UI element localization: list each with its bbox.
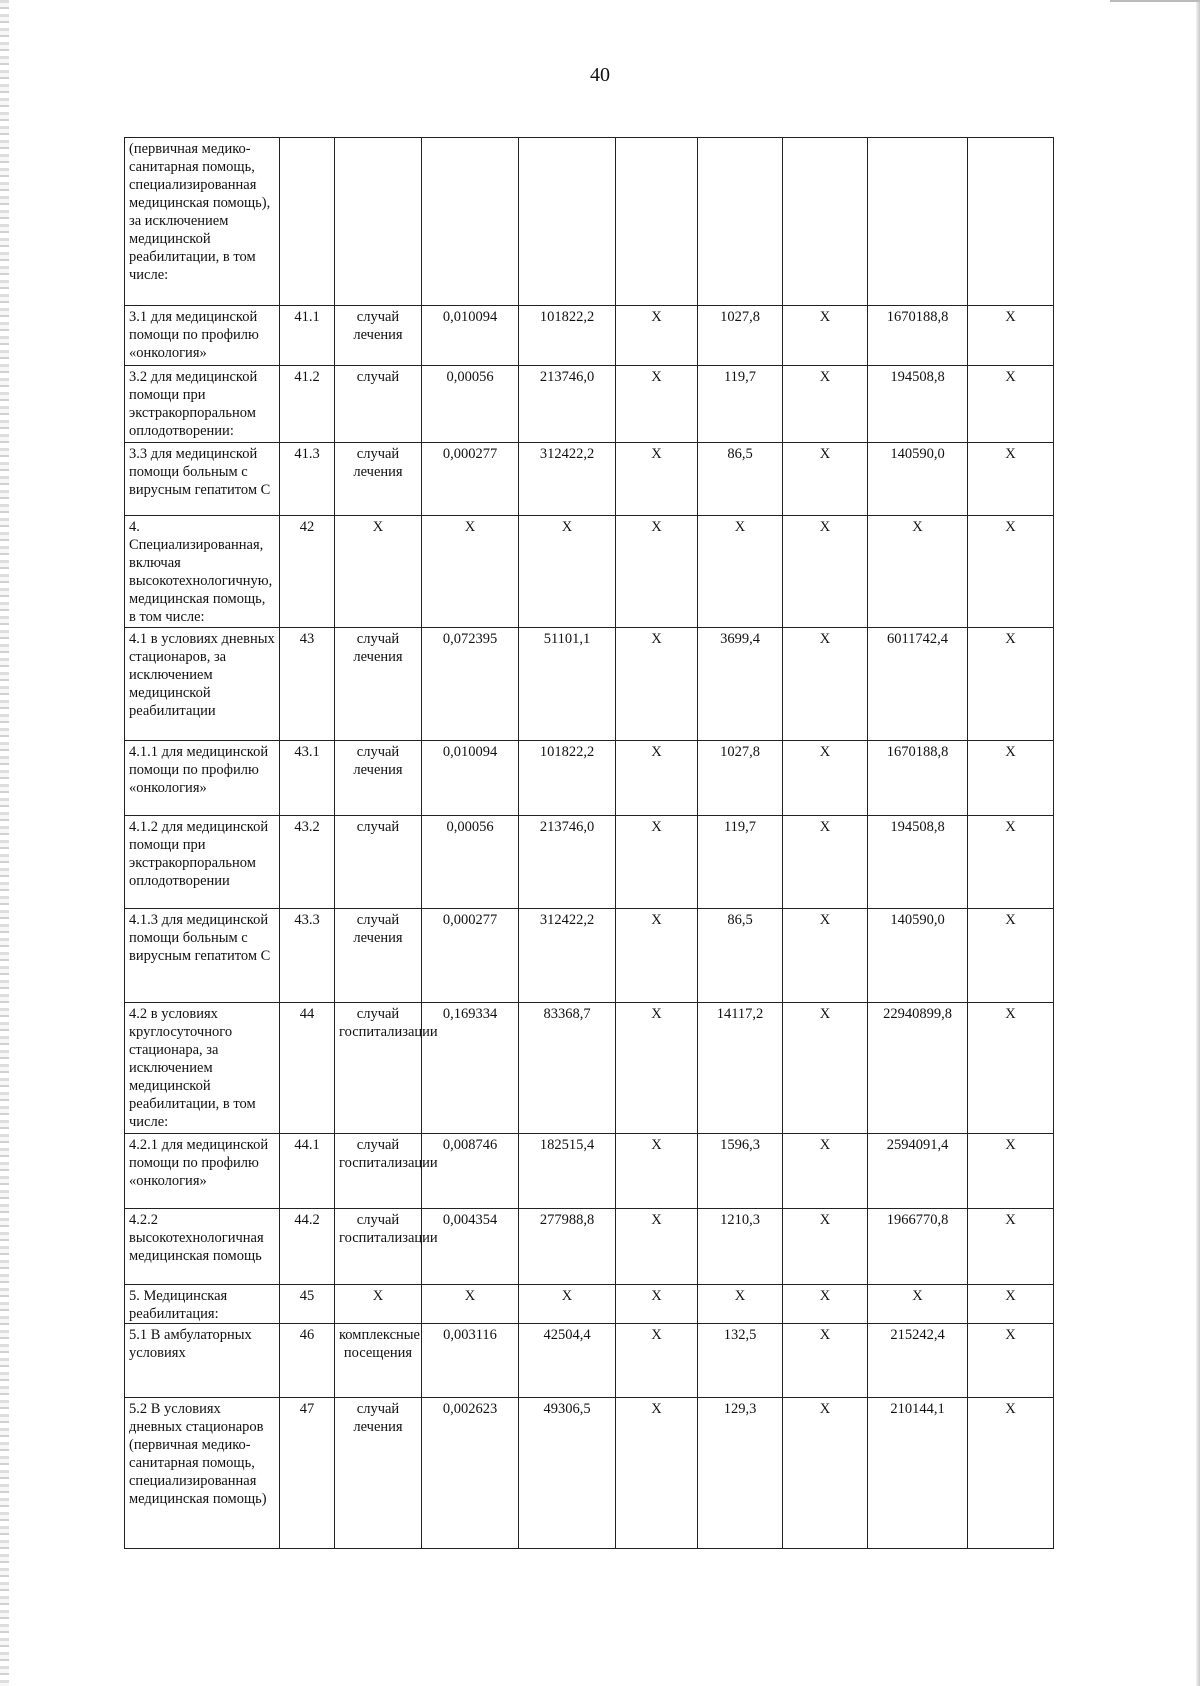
row-name-cell: 4.2.1 для медицинской помощи по профилю «онкология»: [125, 1134, 280, 1209]
row-col8-cell: X: [783, 1324, 868, 1398]
row-col9-cell: 2594091,4: [868, 1134, 968, 1209]
row-norm-cell: 0,00056: [422, 366, 519, 443]
row-col8-cell: X: [783, 1134, 868, 1209]
table-row: [125, 138, 1054, 306]
row-col9-cell: 194508,8: [868, 816, 968, 909]
row-name-cell: 4.2.2 высокотехнологичная медицинская помощь: [125, 1209, 280, 1285]
row-norm-cell: [422, 138, 519, 306]
row-col6-cell: X: [616, 909, 698, 1003]
row-col10-cell: X: [968, 1324, 1054, 1398]
row-col10-cell: X: [968, 516, 1054, 628]
scan-left-edge: [0, 0, 9, 1686]
row-col9-cell: 140590,0: [868, 909, 968, 1003]
row-col8-cell: X: [783, 909, 868, 1003]
row-unit-cell: случай лечения: [335, 628, 422, 741]
row-col10-cell: X: [968, 816, 1054, 909]
row-col9-cell: 215242,4: [868, 1324, 968, 1398]
row-col9-cell: 6011742,4: [868, 628, 968, 741]
row-col6-cell: X: [616, 628, 698, 741]
row-col10-cell: X: [968, 741, 1054, 816]
row-code-cell: 45: [280, 1285, 335, 1324]
row-col10-cell: X: [968, 628, 1054, 741]
row-name-cell: 4.2 в условиях круглосуточного стационара, за исключением медицинской реабилитации, в том числе:: [125, 1003, 280, 1134]
row-col6-cell: X: [616, 1324, 698, 1398]
row-unit-cell: комплексные посещения: [335, 1324, 422, 1398]
row-col7-cell: X: [698, 516, 783, 628]
row-norm-cell: 0,004354: [422, 1209, 519, 1285]
row-name-cell: 5. Медицинская реабилитация:: [125, 1285, 280, 1324]
row-cost-cell: 51101,1: [519, 628, 616, 741]
row-cost-cell: 49306,5: [519, 1398, 616, 1549]
row-col9-cell: 1670188,8: [868, 306, 968, 366]
row-col6-cell: X: [616, 1134, 698, 1209]
row-col7-cell: 1027,8: [698, 741, 783, 816]
row-name-cell: 3.2 для медицинской помощи при экстракорпоральном оплодотворении:: [125, 366, 280, 443]
row-code-cell: 41.1: [280, 306, 335, 366]
row-norm-cell: 0,00056: [422, 816, 519, 909]
row-unit-cell: случай госпитализации: [335, 1134, 422, 1209]
medical-care-table: [124, 137, 1054, 1549]
row-col8-cell: X: [783, 1003, 868, 1134]
row-col8-cell: X: [783, 366, 868, 443]
row-code-cell: [280, 138, 335, 306]
row-col10-cell: X: [968, 1209, 1054, 1285]
row-name-cell: 3.1 для медицинской помощи по профилю «онкология»: [125, 306, 280, 366]
row-col8-cell: X: [783, 306, 868, 366]
table-row: [125, 306, 1054, 366]
row-col8-cell: X: [783, 443, 868, 516]
row-col10-cell: [968, 138, 1054, 306]
row-col7-cell: 86,5: [698, 909, 783, 1003]
row-code-cell: 43.3: [280, 909, 335, 1003]
row-unit-cell: X: [335, 516, 422, 628]
table-row: [125, 1003, 1054, 1134]
row-norm-cell: X: [422, 1285, 519, 1324]
row-norm-cell: 0,008746: [422, 1134, 519, 1209]
row-col7-cell: 3699,4: [698, 628, 783, 741]
row-col9-cell: X: [868, 516, 968, 628]
row-norm-cell: 0,000277: [422, 909, 519, 1003]
row-cost-cell: 277988,8: [519, 1209, 616, 1285]
row-unit-cell: случай лечения: [335, 443, 422, 516]
row-col7-cell: 1027,8: [698, 306, 783, 366]
table-row: [125, 628, 1054, 741]
row-cost-cell: 101822,2: [519, 741, 616, 816]
row-name-cell: (первичная медико-санитарная помощь, специализированная медицинская помощь), за исключением медицинской реабилитации, в том числе:: [125, 138, 280, 306]
table-row: [125, 1285, 1054, 1324]
row-col6-cell: X: [616, 741, 698, 816]
row-col6-cell: X: [616, 443, 698, 516]
row-col6-cell: X: [616, 816, 698, 909]
row-col10-cell: X: [968, 1398, 1054, 1549]
row-col9-cell: 194508,8: [868, 366, 968, 443]
row-col8-cell: X: [783, 1209, 868, 1285]
row-col7-cell: 119,7: [698, 816, 783, 909]
row-col6-cell: X: [616, 1003, 698, 1134]
row-norm-cell: 0,003116: [422, 1324, 519, 1398]
row-unit-cell: случай лечения: [335, 1398, 422, 1549]
row-norm-cell: 0,002623: [422, 1398, 519, 1549]
row-col7-cell: [698, 138, 783, 306]
row-col8-cell: X: [783, 816, 868, 909]
row-name-cell: 4. Специализированная, включая высокотехнологичную, медицинская помощь, в том числе:: [125, 516, 280, 628]
row-col7-cell: 132,5: [698, 1324, 783, 1398]
row-col6-cell: X: [616, 306, 698, 366]
row-name-cell: 4.1.3 для медицинской помощи больным с вирусным гепатитом С: [125, 909, 280, 1003]
row-cost-cell: 312422,2: [519, 909, 616, 1003]
row-name-cell: 5.1 В амбулаторных условиях: [125, 1324, 280, 1398]
row-col10-cell: X: [968, 909, 1054, 1003]
row-col9-cell: X: [868, 1285, 968, 1324]
row-name-cell: 4.1 в условиях дневных стационаров, за исключением медицинской реабилитации: [125, 628, 280, 741]
row-unit-cell: случай лечения: [335, 741, 422, 816]
row-col10-cell: X: [968, 1285, 1054, 1324]
row-col10-cell: X: [968, 366, 1054, 443]
row-col9-cell: 1670188,8: [868, 741, 968, 816]
row-col10-cell: X: [968, 306, 1054, 366]
row-col7-cell: X: [698, 1285, 783, 1324]
row-unit-cell: X: [335, 1285, 422, 1324]
page-number: 40: [590, 64, 610, 86]
row-cost-cell: 83368,7: [519, 1003, 616, 1134]
row-code-cell: 44.2: [280, 1209, 335, 1285]
row-col6-cell: X: [616, 366, 698, 443]
row-col9-cell: 1966770,8: [868, 1209, 968, 1285]
row-name-cell: 4.1.1 для медицинской помощи по профилю «онкология»: [125, 741, 280, 816]
table-row: [125, 443, 1054, 516]
scan-right-edge: [1196, 0, 1200, 1686]
row-name-cell: 3.3 для медицинской помощи больным с вирусным гепатитом С: [125, 443, 280, 516]
row-norm-cell: 0,169334: [422, 1003, 519, 1134]
row-col6-cell: X: [616, 1209, 698, 1285]
scan-top-rule: [1110, 0, 1200, 2]
row-cost-cell: 42504,4: [519, 1324, 616, 1398]
row-code-cell: 43: [280, 628, 335, 741]
row-col10-cell: X: [968, 443, 1054, 516]
table-row: [125, 366, 1054, 443]
row-col8-cell: X: [783, 516, 868, 628]
row-norm-cell: 0,010094: [422, 741, 519, 816]
row-code-cell: 42: [280, 516, 335, 628]
row-unit-cell: случай: [335, 816, 422, 909]
row-col9-cell: 22940899,8: [868, 1003, 968, 1134]
row-col7-cell: 1210,3: [698, 1209, 783, 1285]
row-code-cell: 41.3: [280, 443, 335, 516]
row-col6-cell: X: [616, 516, 698, 628]
row-cost-cell: 213746,0: [519, 816, 616, 909]
table-row: [125, 816, 1054, 909]
row-cost-cell: 312422,2: [519, 443, 616, 516]
row-norm-cell: 0,000277: [422, 443, 519, 516]
row-col8-cell: X: [783, 741, 868, 816]
row-norm-cell: 0,072395: [422, 628, 519, 741]
row-col6-cell: [616, 138, 698, 306]
row-cost-cell: 213746,0: [519, 366, 616, 443]
row-code-cell: 43.1: [280, 741, 335, 816]
table-row: [125, 1209, 1054, 1285]
table-body: [125, 138, 1054, 1549]
row-unit-cell: случай лечения: [335, 306, 422, 366]
row-name-cell: 4.1.2 для медицинской помощи при экстракорпоральном оплодотворении: [125, 816, 280, 909]
row-code-cell: 44: [280, 1003, 335, 1134]
row-cost-cell: [519, 138, 616, 306]
row-col7-cell: 1596,3: [698, 1134, 783, 1209]
row-norm-cell: 0,010094: [422, 306, 519, 366]
row-cost-cell: X: [519, 1285, 616, 1324]
row-unit-cell: случай лечения: [335, 909, 422, 1003]
row-col8-cell: X: [783, 1398, 868, 1549]
row-cost-cell: X: [519, 516, 616, 628]
row-col9-cell: [868, 138, 968, 306]
row-col6-cell: X: [616, 1398, 698, 1549]
row-unit-cell: случай госпитализации: [335, 1209, 422, 1285]
row-col8-cell: X: [783, 628, 868, 741]
row-col7-cell: 14117,2: [698, 1003, 783, 1134]
row-norm-cell: X: [422, 516, 519, 628]
row-col7-cell: 129,3: [698, 1398, 783, 1549]
row-cost-cell: 101822,2: [519, 306, 616, 366]
row-unit-cell: [335, 138, 422, 306]
row-name-cell: 5.2 В условиях дневных стационаров (первичная медико-санитарная помощь, специализированная медицинская помощь): [125, 1398, 280, 1549]
row-code-cell: 46: [280, 1324, 335, 1398]
row-unit-cell: случай госпитализации: [335, 1003, 422, 1134]
row-col7-cell: 119,7: [698, 366, 783, 443]
row-col10-cell: X: [968, 1003, 1054, 1134]
table-row: [125, 1398, 1054, 1549]
row-col7-cell: 86,5: [698, 443, 783, 516]
row-col10-cell: X: [968, 1134, 1054, 1209]
row-code-cell: 41.2: [280, 366, 335, 443]
row-cost-cell: 182515,4: [519, 1134, 616, 1209]
table-row: [125, 1324, 1054, 1398]
row-code-cell: 43.2: [280, 816, 335, 909]
row-col6-cell: X: [616, 1285, 698, 1324]
row-col8-cell: X: [783, 1285, 868, 1324]
row-code-cell: 44.1: [280, 1134, 335, 1209]
row-col9-cell: 140590,0: [868, 443, 968, 516]
table-row: [125, 1134, 1054, 1209]
row-code-cell: 47: [280, 1398, 335, 1549]
table-row: [125, 909, 1054, 1003]
row-unit-cell: случай: [335, 366, 422, 443]
row-col9-cell: 210144,1: [868, 1398, 968, 1549]
table-row: [125, 741, 1054, 816]
table-row: [125, 516, 1054, 628]
row-col8-cell: [783, 138, 868, 306]
